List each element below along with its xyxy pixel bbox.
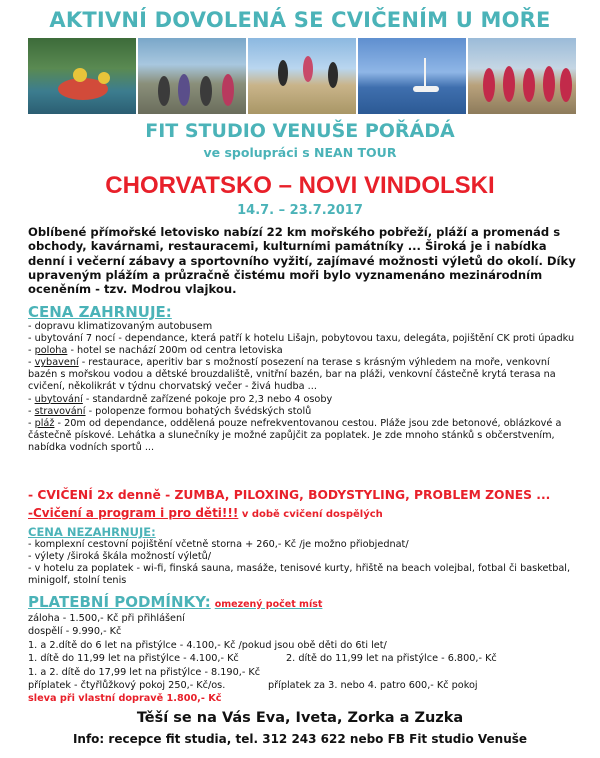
excluded-list xyxy=(28,539,580,587)
excluded-heading: CENA NEZAHRNUJE: xyxy=(28,525,156,539)
price-row: záloha - 1.500,- Kč při přihlášení xyxy=(28,613,185,624)
included-heading: CENA ZAHRNUJE: xyxy=(28,303,172,321)
list-item: - dopravu klimatizovaným autobusem xyxy=(28,321,213,332)
destination-heading: CHORVATSKO – NOVI VINDOLSKI xyxy=(105,172,495,199)
group-pose-photo xyxy=(468,38,576,114)
included-list xyxy=(28,321,580,454)
kids-note: v době cvičení dospělých xyxy=(238,509,383,520)
price-row: 1. a 2. dítě do 17,99 let na přistýlce - 8.190,- Kč xyxy=(28,666,261,678)
cooperation-line: ve spolupráci s NEAN TOUR xyxy=(203,145,397,160)
rafting-photo xyxy=(28,38,136,114)
price-row: 1. a 2.dítě do 6 let na přistýlce - 4.100,- Kč /pokud jsou obě děti do 6ti let/ xyxy=(28,639,387,651)
trip-dates: 14.7. – 23.7.2017 xyxy=(237,203,363,218)
price-row: příplatek - čtyřlůžkový pokoj 250,- Kč/os. příplatek za 3. nebo 4. patro 600,- Kč pokoj xyxy=(28,679,478,691)
list-item: - ubytování 7 nocí - dependance, která patří k hotelu Lišajn, pobytovou taxu, delegáta, pojištění CK proti úpadku xyxy=(28,333,575,345)
list-item: - poloha - hotel se nachází 200m od centra letoviska xyxy=(28,345,283,357)
page-title: AKTIVNÍ DOVOLENÁ SE CVIČENÍM U MOŘE xyxy=(49,8,551,32)
price-row: dospělí - 9.990,- Kč xyxy=(28,626,122,638)
kids-highlight: -Cvičení a program i pro děti!!! xyxy=(28,506,239,520)
list-item: - ubytování - standardně zařízené pokoje pro 2,3 nebo 4 osoby xyxy=(28,393,333,405)
transport-discount: sleva při vlastní dopravě 1.800,- Kč xyxy=(28,693,222,705)
list-item: - stravování - polopenze formou bohatých švédských stolů xyxy=(28,405,312,417)
list-item: - komplexní cestovní pojištění včetně storna + 260,- Kč /je možno přiobjednat/ xyxy=(28,539,409,550)
beach-jump-photo xyxy=(248,38,356,114)
list-item: - v hotelu za poplatek - wi-fi, finská sauna, masáže, tenisové kurty, hřiště na beach volejbal, fotbal či basketbal, minigolf, stolní tenis xyxy=(28,563,571,587)
closing-greeting: Těší se na Vás Eva, Iveta, Zorka a Zuzka xyxy=(136,710,464,726)
photo-strip xyxy=(28,38,576,114)
list-item: - výlety /široká škála možností výletů/ xyxy=(28,551,212,563)
price-row: 1. dítě do 11,99 let na přistýlce - 4.100,- Kč 2. dítě do 11,99 let na přistýlce - 6.800,- Kč xyxy=(28,653,497,665)
organizer-heading: FIT STUDIO VENUŠE POŘÁDÁ xyxy=(145,120,455,142)
limited-places-note: omezený počet míst xyxy=(214,599,323,610)
list-item: - pláž - 20m od dependance, oddělená pouze nefrekventovanou cestou. Pláže jsou zde betonové, oblázkové a částečně pískové. Lehátka a slunečníky je možné zapůjčit za poplatek. Je zde mnoho stánků s občerstvením, nabídka vodních sportů ... xyxy=(28,417,562,453)
sailboat-photo xyxy=(358,38,466,114)
kids-program xyxy=(28,506,588,520)
contact-info: Info: recepce fit studia, tel. 312 243 622 nebo FB Fit studio Venuše xyxy=(72,732,528,746)
payment-heading: PLATEBNÍ PODMÍNKY: omezený počet míst xyxy=(28,593,323,611)
intro-paragraph: Oblíbené přímořské letovisko nabízí 22 km mořského pobřeží, pláží a promenád s obchody, kavárnami, restauracemi, kulturními památníky ... Široká je i nabídka denní i večerní zábavy a sportovního vyžití, zajímavé možnosti výletů do okolí. Díky upraveným plážím a průzračně čistému moři bylo vyznamenáno mezinárodním oceněním - tzv. Modrou vlajkou. xyxy=(28,225,576,297)
group-exercise-photo xyxy=(138,38,246,114)
exercise-program: - CVIČENÍ 2x denně - ZUMBA, PILOXING, BODYSTYLING, PROBLEM ZONES ... xyxy=(28,488,551,502)
list-item: - vybavení - restaurace, aperitiv bar s možností posezení na terase s krásným výhledem na moře, venkovní bazén s mořskou vodou a dětské brouzdaliště, vnitřní bazén, bar na pláži, venkovní částečně krytá terasa na cvičení, několikrát v týdnu chorvatský večer - živá hudba ... xyxy=(28,357,556,393)
price-list xyxy=(28,612,588,706)
